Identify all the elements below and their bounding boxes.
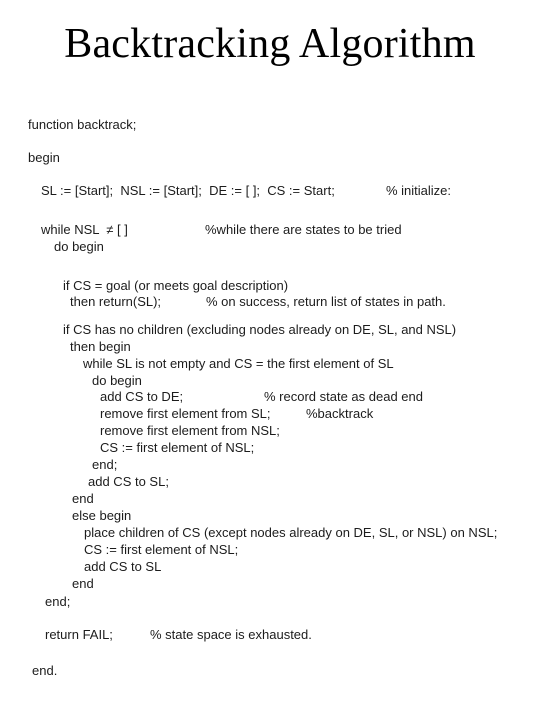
slide-title: Backtracking Algorithm	[64, 21, 476, 67]
cs-assign-line: CS := first element of NSL;	[100, 440, 255, 455]
success-comment: % on success, return list of states in path.	[206, 294, 446, 309]
end-final-line: end.	[32, 663, 58, 678]
while-nsl-line: while NSL ≠ [ ]	[41, 222, 128, 237]
while-sl-line: while SL is not empty and CS = the first element of SL	[83, 356, 394, 371]
while-comment: %while there are states to be tried	[205, 222, 402, 237]
inner-do-begin-line: do begin	[92, 373, 142, 388]
then-begin-line: then begin	[70, 339, 131, 354]
then-return-line: then return(SL);	[70, 294, 162, 309]
while-end-line: end;	[45, 594, 71, 609]
add-cs-to-sl-line: add CS to SL;	[88, 474, 169, 489]
place-children-line: place children of CS (except nodes already on DE, SL, or NSL) on NSL;	[84, 525, 498, 540]
else-end-line: end	[72, 576, 94, 591]
add-cs-to-de-line: add CS to DE;	[100, 389, 184, 404]
else-begin-line: else begin	[72, 508, 132, 523]
inner-end-line: end;	[92, 457, 118, 472]
begin-keyword: begin	[28, 150, 60, 165]
dead-end-comment: % record state as dead end	[264, 389, 423, 404]
return-fail-line: return FAIL;	[45, 627, 113, 642]
if-goal-line: if CS = goal (or meets goal description)	[63, 278, 289, 293]
initialize-comment: % initialize:	[386, 183, 452, 198]
then-end-line: end	[72, 491, 94, 506]
initialization-line: SL := [Start]; NSL := [Start]; DE := [ ]; CS := Start;	[41, 183, 335, 198]
do-begin-line: do begin	[54, 239, 104, 254]
exhausted-comment: % state space is exhausted.	[150, 627, 312, 642]
else-add-cs-line: add CS to SL	[84, 559, 162, 574]
else-cs-assign-line: CS := first element of NSL;	[84, 542, 239, 557]
remove-nsl-line: remove first element from NSL;	[100, 423, 280, 438]
function-declaration: function backtrack;	[28, 117, 137, 132]
if-no-children-line: if CS has no children (excluding nodes already on DE, SL, and NSL)	[63, 322, 457, 337]
remove-sl-line: remove first element from SL;	[100, 406, 271, 421]
backtrack-comment: %backtrack	[306, 406, 374, 421]
